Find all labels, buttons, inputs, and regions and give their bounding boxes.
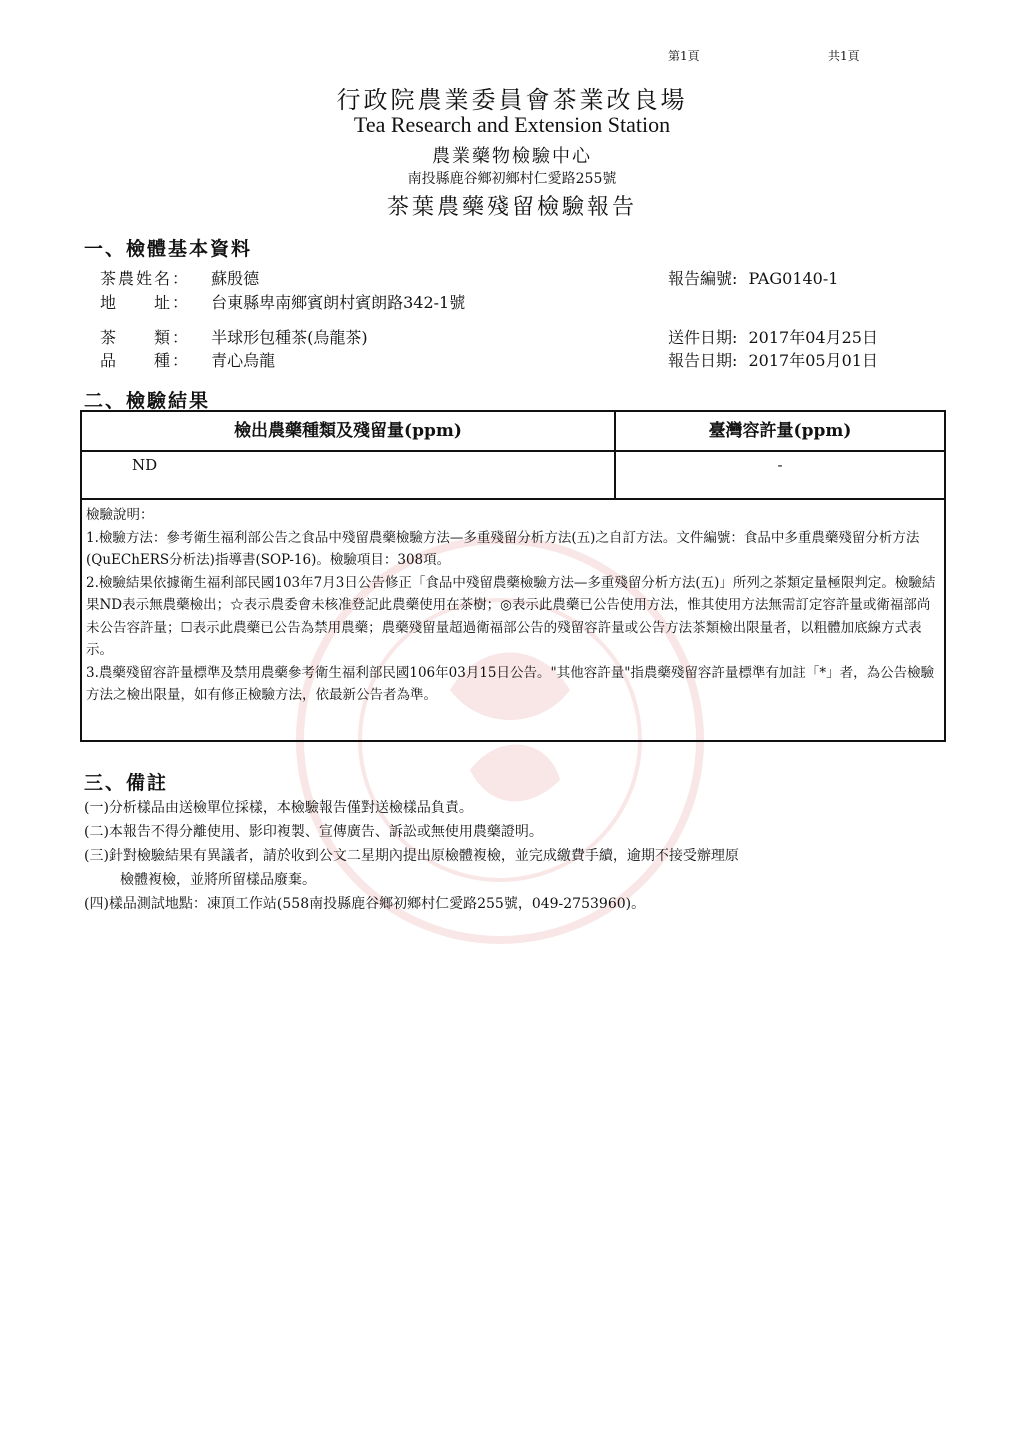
col-header-pesticide: 檢出農藥種類及殘留量(ppm) bbox=[234, 421, 462, 441]
result-value: ND bbox=[132, 456, 158, 474]
notes-title: 檢驗說明： bbox=[86, 507, 154, 523]
report-date-value: 2017年05月01日 bbox=[748, 351, 878, 370]
col-header-tolerance: 臺灣容許量(ppm) bbox=[708, 421, 852, 441]
tea-type-label: 茶 類： bbox=[100, 328, 188, 347]
farmer-row bbox=[100, 266, 259, 289]
report-date-row bbox=[668, 348, 878, 371]
tea-type-value: 半球形包種茶(烏龍茶) bbox=[211, 328, 368, 347]
address-label: 地 址： bbox=[100, 293, 188, 312]
center-name: 農業藥物檢驗中心 bbox=[432, 146, 592, 167]
variety-label: 品 種： bbox=[100, 351, 188, 370]
page-total: 共1頁 bbox=[828, 49, 860, 63]
remark-3: (三)針對檢驗結果有異議者，請於收到公文二星期內提出原檢體複檢，並完成繳費手續，逾期不接受辦理原 bbox=[84, 848, 739, 864]
note-1: 1.檢驗方法：參考衛生福利部公告之食品中殘留農藥檢驗方法—多重殘留分析方法(五)之自訂方法。文件編號：食品中多重農藥殘留分析方法(QuEChERS分析法)指導書(SOP-16)。檢驗項目：308項。 bbox=[86, 529, 920, 568]
results-table bbox=[80, 410, 946, 742]
farmer-label: 茶農姓名： bbox=[100, 269, 188, 288]
submit-date-value: 2017年04月25日 bbox=[748, 328, 878, 347]
report-no-value: PAG0140-1 bbox=[748, 269, 839, 288]
variety-value: 青心烏龍 bbox=[211, 351, 276, 370]
report-no-row bbox=[668, 266, 838, 289]
remark-1: (一)分析樣品由送檢單位採樣，本檢驗報告僅對送檢樣品負責。 bbox=[84, 800, 473, 816]
variety-row bbox=[100, 348, 275, 371]
address-value: 台東縣卑南鄉賓朗村賓朗路342-1號 bbox=[211, 293, 466, 312]
tea-type-row bbox=[100, 325, 368, 348]
result-divider bbox=[82, 498, 944, 500]
header-divider bbox=[82, 450, 944, 452]
section2-heading: 二、檢驗結果 bbox=[84, 390, 211, 412]
remark-3-continued: 檢體複檢，並將所留樣品廢棄。 bbox=[120, 872, 316, 888]
section3-heading: 三、備註 bbox=[84, 772, 169, 794]
remark-4: (四)樣品測試地點：凍頂工作站(558南投縣鹿谷鄉初鄉村仁愛路255號，049-2753960)。 bbox=[84, 896, 646, 912]
address-row bbox=[100, 290, 465, 313]
submit-date-label: 送件日期: bbox=[668, 328, 738, 347]
tolerance-value: - bbox=[777, 456, 783, 474]
report-title: 茶葉農藥殘留檢驗報告 bbox=[386, 195, 637, 220]
page-number: 第1頁 bbox=[668, 49, 700, 63]
farmer-value: 蘇殷德 bbox=[211, 269, 260, 288]
remark-2: (二)本報告不得分離使用、影印複製、宣傳廣告、訴訟或無使用農藥證明。 bbox=[84, 824, 543, 840]
remarks bbox=[84, 796, 739, 916]
report-no-label: 報告編號: bbox=[668, 269, 738, 288]
note-2: 2.檢驗結果依據衛生福利部民國103年7月3日公告修正「食品中殘留農藥檢驗方法—多重殘留分析方法(五)」所列之茶類定量極限判定。檢驗結果ND表示無農藥檢出；☆表示農委會未核准登記此農藥使用在茶樹；◎表示此農藥已公告使用方法，惟其使用方法無需訂定容許量或衛福部尚未公告容許量；☐表示此農藥已公告為禁用農藥；農藥殘留量超過衛福部公告的殘留容許量或公告方法茶類檢出限量者，以粗體加底線方式表示。 bbox=[86, 574, 936, 658]
note-3: 3.農藥殘留容許量標準及禁用農藥參考衛生福利部民國106年03月15日公告。"其他容許量"指農藥殘留容許量標準有加註「*」者，為公告檢驗方法之檢出限量，如有修正檢驗方法，依最新公告者為準。 bbox=[86, 664, 935, 703]
org-name-en: Tea Research and Extension Station bbox=[353, 112, 671, 137]
submit-date-row bbox=[668, 325, 878, 348]
section1-heading: 一、檢體基本資料 bbox=[84, 238, 253, 260]
org-name-zh: 行政院農業委員會茶業改良場 bbox=[336, 86, 688, 114]
test-notes bbox=[86, 504, 942, 707]
org-address: 南投縣鹿谷鄉初鄉村仁愛路255號 bbox=[407, 171, 617, 187]
report-date-label: 報告日期: bbox=[668, 351, 738, 370]
